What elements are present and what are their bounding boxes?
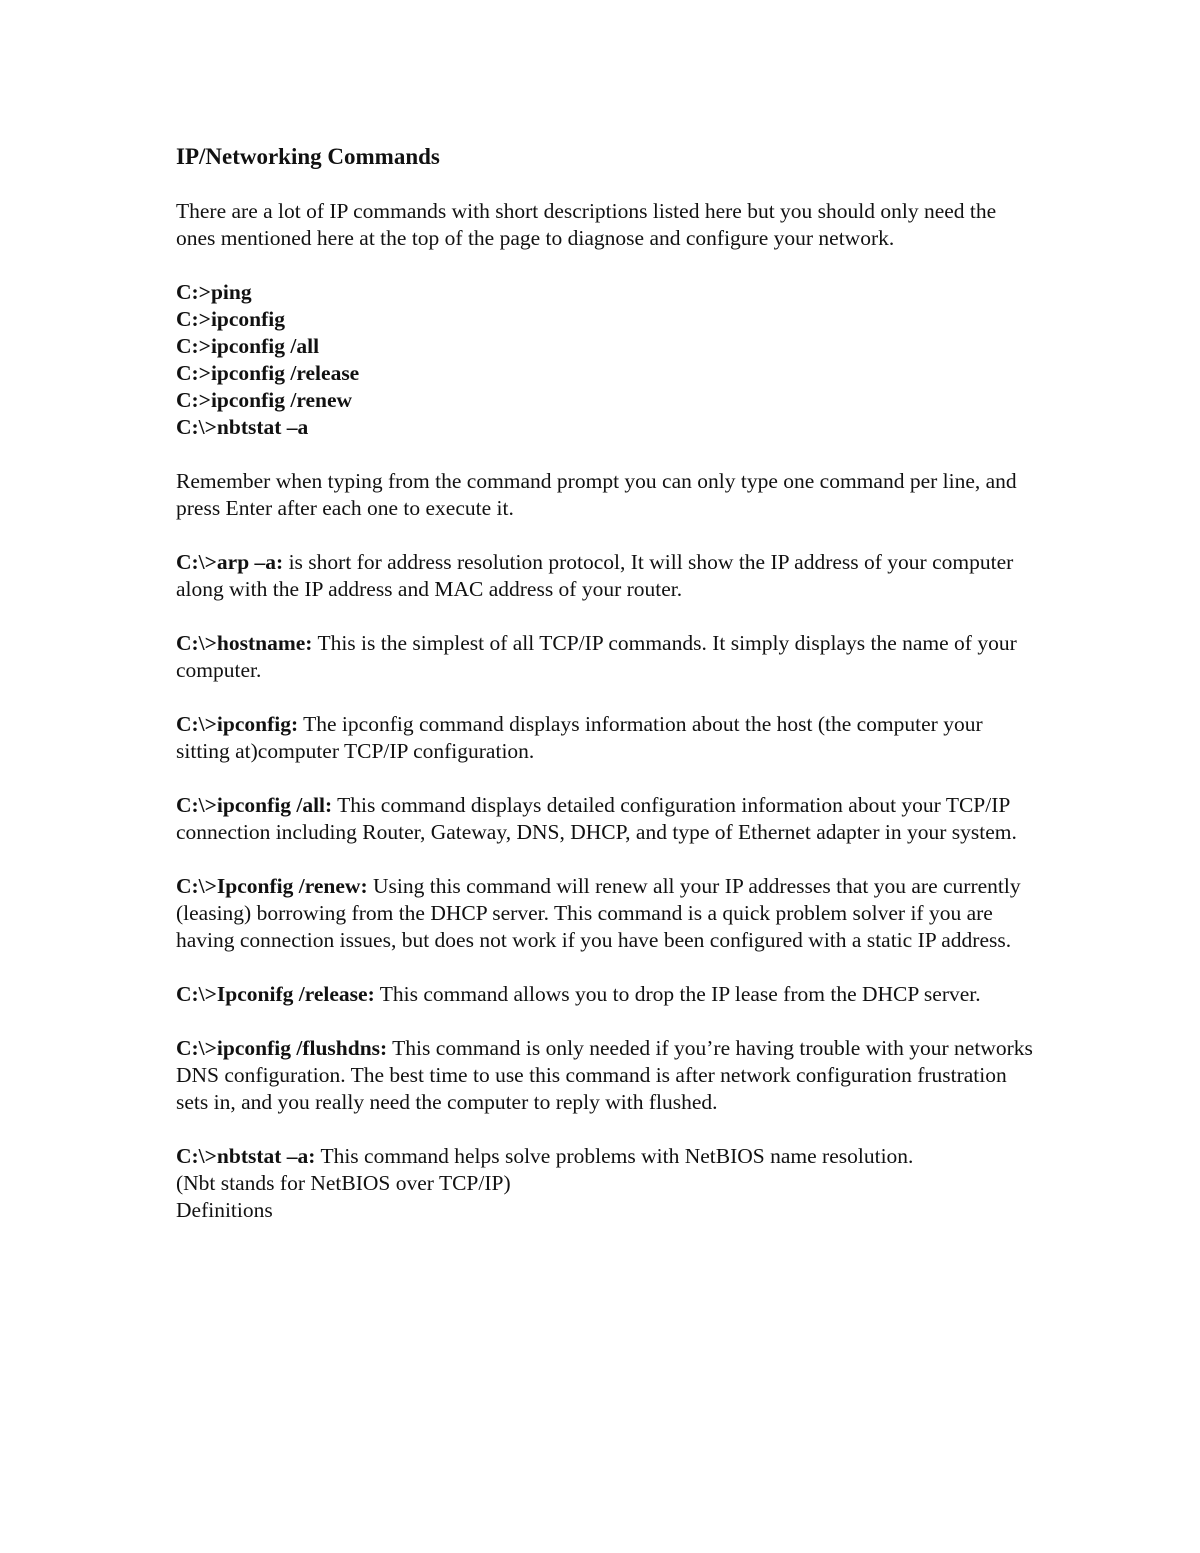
nbt-footnote: (Nbt stands for NetBIOS over TCP/IP) — [176, 1171, 511, 1195]
entry-description: This command allows you to drop the IP lease from the DHCP server. — [374, 982, 981, 1006]
quick-command-ipconfig-release: C:>ipconfig /release — [176, 361, 360, 385]
entry-description: This command helps solve problems with NetBIOS name resolution. — [315, 1144, 914, 1168]
entry-description: The ipconfig command displays information about the host (the computer your sitting at)computer TCP/IP configuration. — [176, 712, 983, 763]
quick-command-nbtstat: C:\>nbtstat –a — [176, 415, 309, 439]
document-body — [176, 142, 1036, 1224]
entry-term: C:\>ipconfig: — [176, 712, 299, 736]
reminder-paragraph: Remember when typing from the command prompt you can only type one command per line, and press Enter after each one to execute it. — [176, 469, 1017, 520]
entry-ipconfig-renew — [176, 873, 1036, 954]
quick-command-ipconfig-renew: C:>ipconfig /renew — [176, 388, 353, 412]
entry-term: C:\>arp –a: — [176, 550, 284, 574]
entry-term: C:\>nbtstat –a: — [176, 1144, 316, 1168]
entry-term: C:\>Ipconifg /release: — [176, 982, 375, 1006]
entry-ipconfig-flushdns — [176, 1035, 1036, 1116]
quick-command-list — [176, 279, 1036, 441]
quick-command-ipconfig: C:>ipconfig — [176, 307, 286, 331]
entry-ipconfig-release — [176, 981, 1036, 1008]
entry-nbtstat — [176, 1143, 1036, 1170]
entry-ipconfig — [176, 711, 1036, 765]
quick-command-ipconfig-all: C:>ipconfig /all — [176, 334, 320, 358]
intro-paragraph: There are a lot of IP commands with short descriptions listed here but you should only need the ones mentioned here at the top of the page to diagnose and configure your network. — [176, 199, 997, 250]
entry-description: This is the simplest of all TCP/IP commands. It simply displays the name of your computer. — [176, 631, 1017, 682]
quick-command-ping: C:>ping — [176, 280, 252, 304]
entry-hostname — [176, 630, 1036, 684]
entry-arp — [176, 549, 1036, 603]
page-title: IP/Networking Commands — [176, 144, 440, 169]
entry-term: C:\>hostname: — [176, 631, 313, 655]
entry-description: This command is only needed if you’re having trouble with your networks DNS configuration. The best time to use this command is after network configuration frustration sets in, and you really need the computer to reply with flushed. — [176, 1036, 1033, 1114]
entry-ipconfig-all — [176, 792, 1036, 846]
entry-term: C:\>ipconfig /flushdns: — [176, 1036, 388, 1060]
entry-term: C:\>Ipconfig /renew: — [176, 874, 368, 898]
definitions-heading: Definitions — [176, 1198, 273, 1222]
entry-term: C:\>ipconfig /all: — [176, 793, 333, 817]
entry-description: This command displays detailed configuration information about your TCP/IP connection including Router, Gateway, DNS, DHCP, and type of Ethernet adapter in your system. — [176, 793, 1017, 844]
entry-description: Using this command will renew all your IP addresses that you are currently (leasing) borrowing from the DHCP server. This command is a quick problem solver if you are having connection issues, but does not work if you have been configured with a static IP address. — [176, 874, 1021, 952]
entry-description: is short for address resolution protocol, It will show the IP address of your computer along with the IP address and MAC address of your router. — [176, 550, 1014, 601]
